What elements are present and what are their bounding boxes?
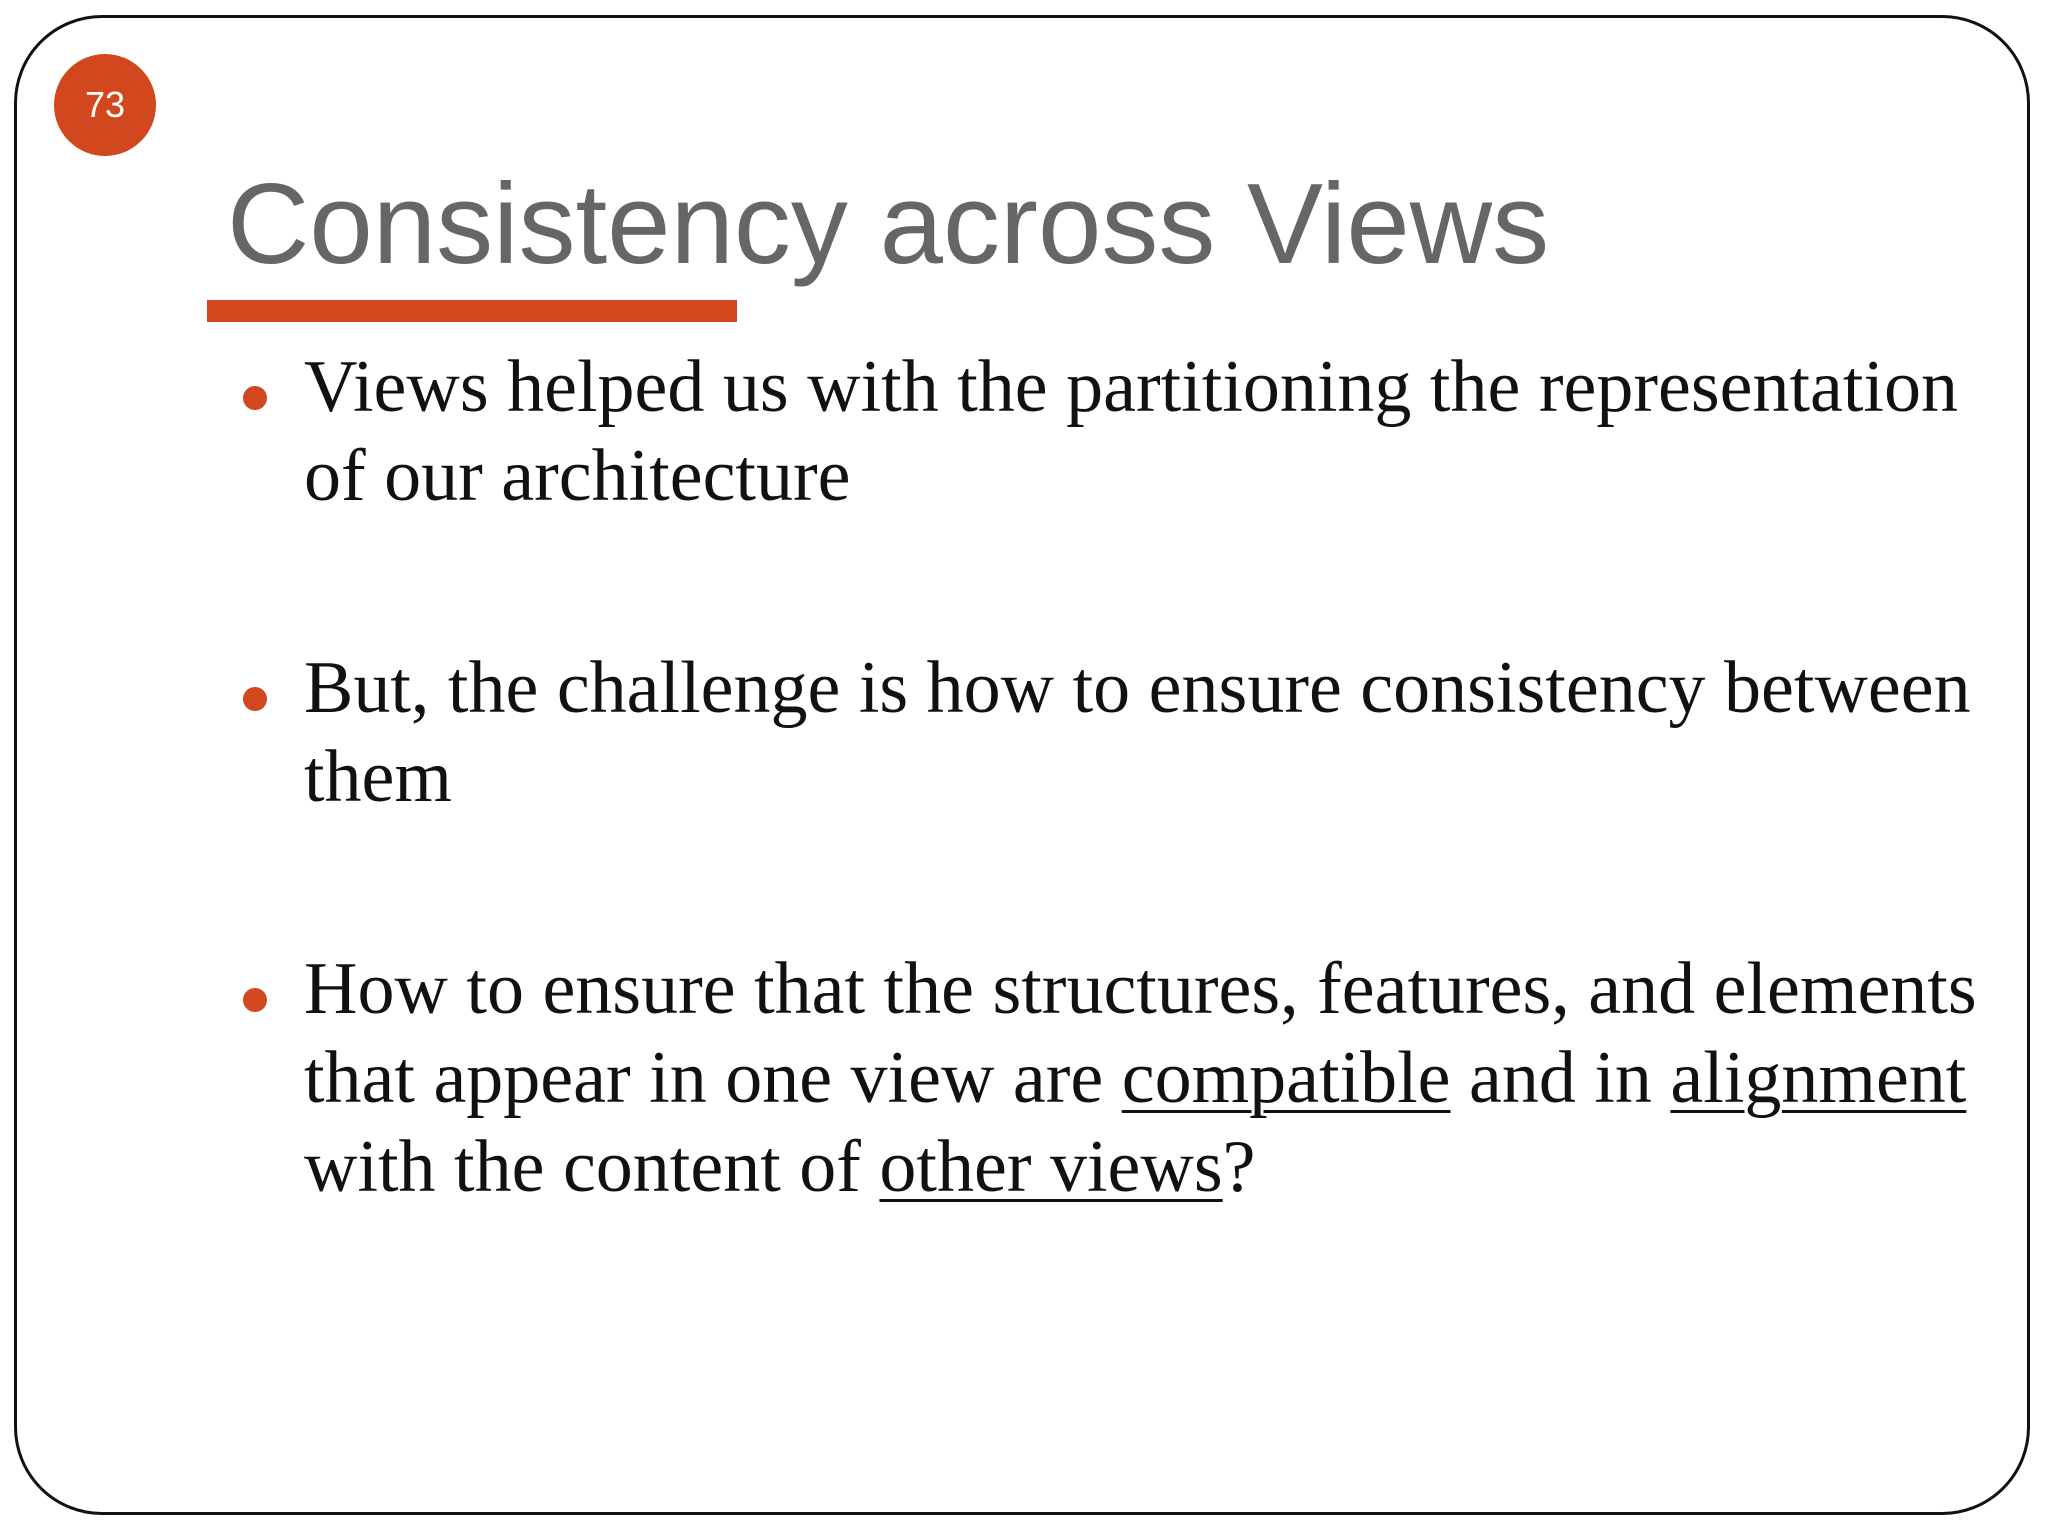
bullet-text-part: How to ensure that the structures, features, and elements that appear in one view are	[304, 948, 1977, 1119]
underlined-term: compatible	[1121, 1037, 1451, 1119]
title-underline-bar	[207, 300, 737, 322]
underlined-term: alignment	[1670, 1037, 1967, 1119]
bullet-text-part: with the content of	[304, 1126, 880, 1208]
bullet-dot-icon	[243, 988, 267, 1012]
bullet-text: But, the challenge is how to ensure consistency between them	[304, 647, 1971, 818]
bullet-text: Views helped us with the partitioning the representation of our architecture	[304, 346, 1958, 517]
bullet-item	[227, 343, 2017, 521]
slide-title: Consistency across Views	[227, 161, 1550, 288]
bullet-item	[227, 945, 2017, 1212]
bullet-dot-icon	[243, 687, 267, 711]
bullet-text	[304, 948, 1977, 1208]
bullet-text-part: and in	[1450, 1037, 1671, 1119]
bullet-text-part: ?	[1222, 1126, 1256, 1208]
bullet-item	[227, 644, 2017, 822]
underlined-term: other views	[879, 1126, 1223, 1208]
slide	[14, 15, 2030, 1515]
bullet-list	[227, 343, 2017, 1335]
slide-number-badge: 73	[54, 54, 156, 156]
bullet-dot-icon	[243, 386, 267, 410]
